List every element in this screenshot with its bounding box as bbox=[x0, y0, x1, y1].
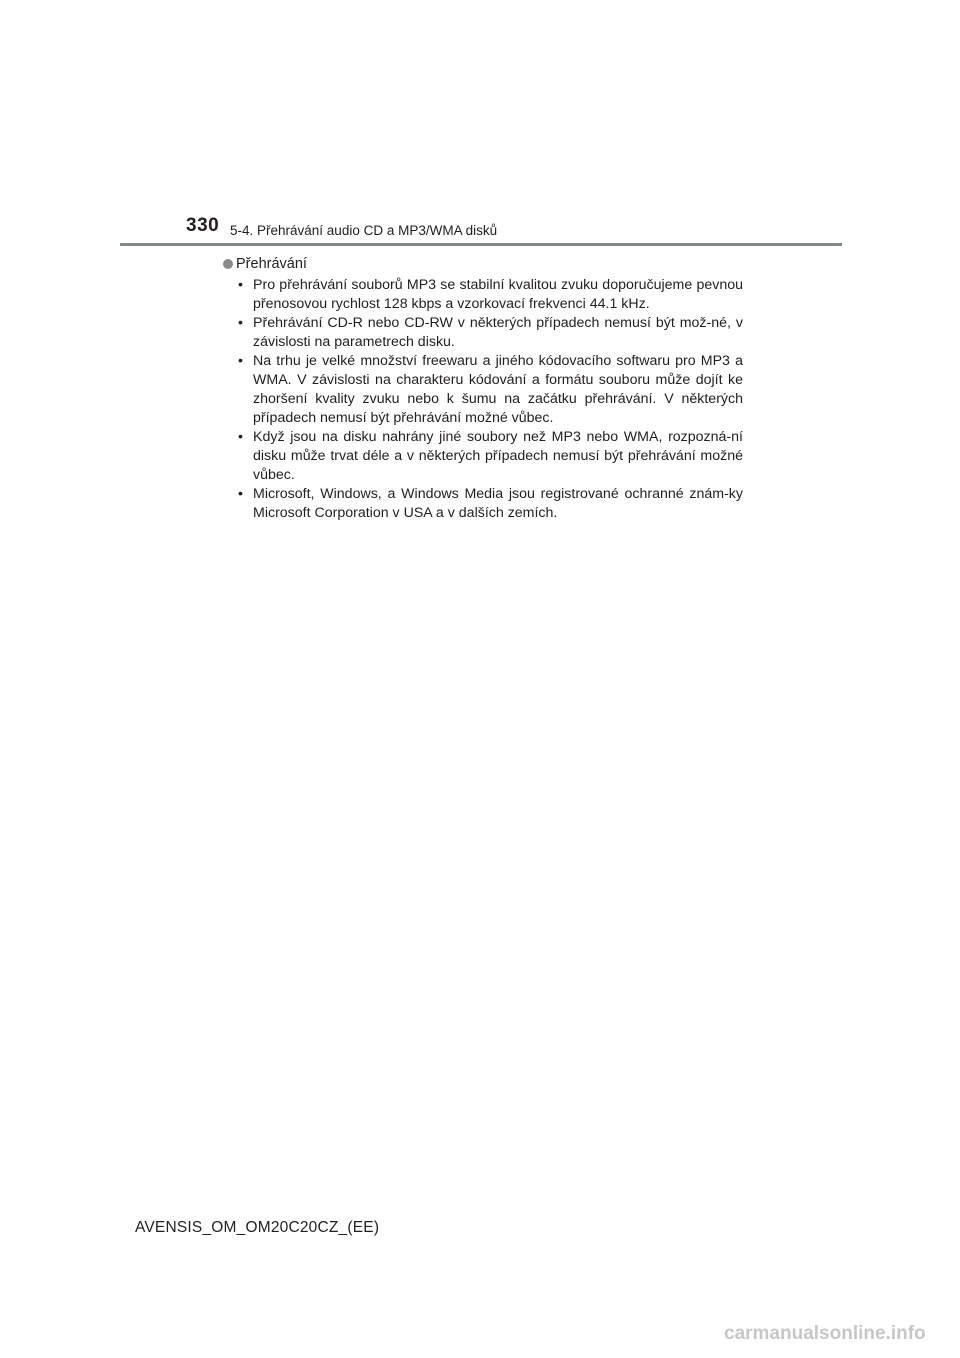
section-title: 5-4. Přehrávání audio CD a MP3/WMA disků bbox=[230, 223, 498, 238]
document-id: AVENSIS_OM_OM20C20CZ_(EE) bbox=[135, 1219, 380, 1236]
page-number: 330 bbox=[186, 215, 220, 236]
bullet-dot-icon: • bbox=[238, 353, 243, 369]
bullet-dot-icon: • bbox=[238, 315, 243, 331]
list-item-text: Na trhu je velké množství freewaru a jiného kódovacího softwaru pro MP3 a WMA. V závislosti na charakteru kódování a formátu souboru může dojít ke zhoršení kvality zvuku nebo k šumu na začátku přehrávání. V některých případech nemusí být přehrávání možné vůbec. bbox=[253, 353, 743, 426]
bullet-list bbox=[236, 276, 743, 523]
topic-heading bbox=[223, 256, 307, 272]
list-item bbox=[236, 428, 743, 485]
bullet-dot-icon: • bbox=[238, 429, 243, 445]
circle-bullet-icon bbox=[223, 259, 233, 269]
watermark: carmanualsonline.info bbox=[724, 1323, 926, 1344]
list-item bbox=[236, 314, 743, 352]
list-item bbox=[236, 352, 743, 428]
topic-heading-text: Přehrávání bbox=[236, 256, 307, 272]
list-item-text: Microsoft, Windows, a Windows Media jsou registrované ochranné znám-ky Microsoft Corporation v USA a v dalších zemích. bbox=[253, 486, 743, 521]
list-item-text: Když jsou na disku nahrány jiné soubory než MP3 nebo WMA, rozpozná-ní disku může trvat déle a v některých případech nemusí být přehrávání možné vůbec. bbox=[253, 429, 743, 483]
list-item bbox=[236, 276, 743, 314]
list-item-text: Přehrávání CD-R nebo CD-RW v některých případech nemusí být mož-né, v závislosti na parametrech disku. bbox=[253, 315, 743, 350]
list-item bbox=[236, 485, 743, 523]
header-divider bbox=[120, 243, 842, 246]
list-item-text: Pro přehrávání souborů MP3 se stabilní kvalitou zvuku doporučujeme pevnou přenosovou rychlost 128 kbps a vzorkovací frekvenci 44.1 kHz. bbox=[253, 277, 743, 312]
bullet-dot-icon: • bbox=[238, 277, 243, 293]
bullet-dot-icon: • bbox=[238, 486, 243, 502]
